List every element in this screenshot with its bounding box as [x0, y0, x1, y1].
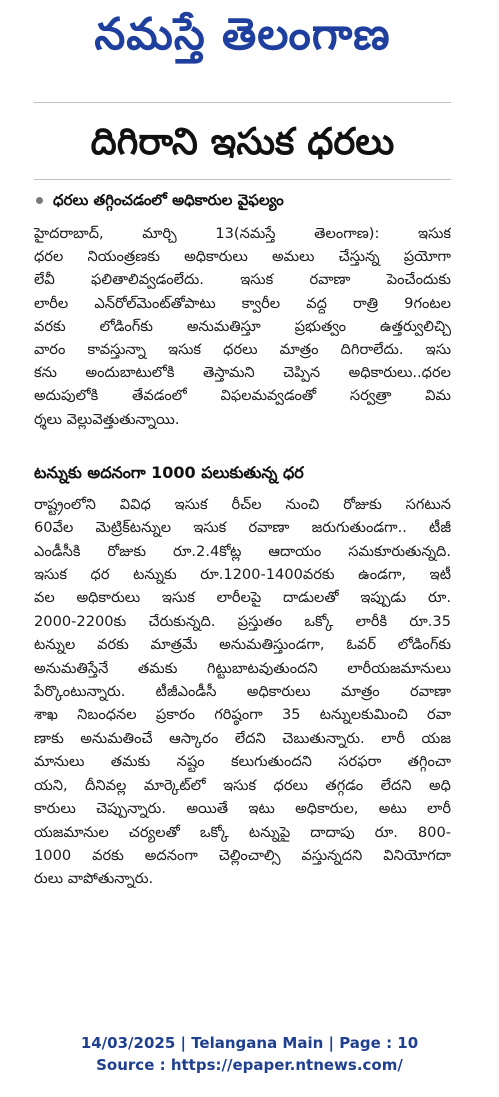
headline-divider — [34, 179, 451, 180]
article-headline: దిగిరాని ఇసుక ధరలు — [90, 120, 395, 163]
paragraph-line: హైదరాబాద్, మార్చి 13(నమస్తే తెలంగాణ): ఇసుక — [34, 225, 451, 242]
subhead-text: ధరలు తగ్గించడంలో అధికారుల వైఫల్యం — [53, 191, 284, 209]
paragraph-line: 60వేల మెట్రిక్‌టన్నుల ఇసుక రవాణా జరుగుతుండగా.. టీజీ — [34, 519, 451, 537]
paragraph-line: లేవీ ఫలితాలివ్వడంలేదు. ఇసుక రవాణా పెంచేందుకు — [34, 271, 451, 289]
paragraph-line: శాఖ నిబంధనల ప్రకారం గరిష్ఠంగా 35 టన్నులకుమించి రవా — [34, 706, 451, 724]
paragraph-line: ఎండీసీకి రోజుకు రూ.2.4కోట్ల ఆదాయం సమకూరుతున్నది. — [34, 542, 451, 560]
paragraph-line: 2000-2200కు చేరుకున్నది. ప్రస్తుతం ఒక్కో లారీకి రూ.35 — [34, 612, 451, 630]
article-subhead — [34, 188, 451, 212]
footer-source-link[interactable]: Source : https://epaper.ntnews.com/ — [96, 1056, 403, 1074]
paragraph-line: ధరల నియంత్రణకు అధికారులు అమలు చేస్తున్న ప్రయోగా — [34, 248, 451, 266]
paragraph-line: అదుపులోకి తేవడంలో విఫలమవ్వడంతో సర్వత్రా విమ — [34, 387, 451, 405]
paragraph-line: వారం కావస్తున్నా ఇసుక ధరలు మాత్రం దిగిరాలేదు. ఇసు — [34, 341, 451, 359]
article-paragraph-2 — [34, 493, 451, 891]
paragraph-line: వల అధికారులు ఇసుక లారీలపై దాడులతో ఇప్పుడు రూ. — [34, 589, 451, 607]
paragraph-line: లారీల ఎన్‌రోల్‌మెంట్‌తోపాటు క్వారీల వద్ద రాత్రి 9గంటల — [34, 294, 451, 312]
footer-date-page: 14/03/2025 | Telangana Main | Page : 10 — [80, 1034, 419, 1052]
paragraph-line: వరకు లోడింగ్‌కు అనుమతిస్తూ ప్రభుత్వం ఉత్తర్వులిచ్చి — [34, 317, 451, 335]
paragraph-line: ఇసుక ధర టన్నుకు రూ.1200-1400వరకు ఉండగా, ఇటీ — [34, 566, 451, 584]
paragraph-line: అనుమతిస్తేనే తమకు గిట్టుబాటవుతుందని లారీయజమానులు — [34, 659, 451, 677]
paragraph-line: కను అందుబాటులోకి తెస్తామని చెప్పిన అధికారులు..ధరల — [34, 364, 451, 382]
article-paragraph-1 — [34, 222, 451, 431]
paragraph-line: యజమానుల చర్యలతో ఒక్కో టన్నుపై దాదాపు రూ. 800- — [34, 823, 451, 841]
bullet-icon — [36, 197, 43, 204]
footer — [0, 1032, 499, 1076]
section-title: టన్నుకు అదనంగా 1000 పలుకుతున్న ధర — [34, 462, 304, 482]
paragraph-line: టన్నుల వరకు మాత్రమే అనుమతిస్తుండగా, ఓవర్ లోడింగ్‌కు — [34, 636, 451, 654]
masthead — [34, 0, 451, 70]
paragraph-line: ణాకు అనుమతించే ఆస్కారం లేదని చెబుతున్నారు. లారీ యజ — [34, 729, 451, 747]
paragraph-line: పేర్కొంటున్నారు. టీజీఎండీసీ అధికారులు మాత్రం రవాణా — [34, 683, 451, 701]
paragraph-line: కారులు చెప్పున్నారు. అయితే ఇటు అధికారుల, అటు లారీ — [34, 800, 451, 818]
paragraph-line: 1000 వరకు అదనంగా చెల్లించాల్సి వస్తున్నదని వినియోగదా — [34, 846, 451, 864]
paragraph-line: రాష్ట్రంలోని వివిధ ఇసుక రీచ్‌ల నుంచి రోజుకు సగటున — [34, 495, 451, 513]
paragraph-line: మానులు తమకు నష్టం కలుగుతుందని సరఫరా తగ్గించా — [34, 753, 451, 771]
paragraph-line: యని, దీనివల్ల మార్కెట్‌లో ఇసుక ధరలు తగ్గడం లేదని అధి — [34, 776, 451, 794]
masthead-title: నమస్తే తెలంగాణ — [94, 9, 391, 60]
paragraph-line: రులు వాపోతున్నారు. — [34, 870, 154, 888]
masthead-divider — [34, 102, 451, 103]
paragraph-line: ర్శలు వెల్లువెత్తుతున్నాయి. — [34, 410, 180, 428]
